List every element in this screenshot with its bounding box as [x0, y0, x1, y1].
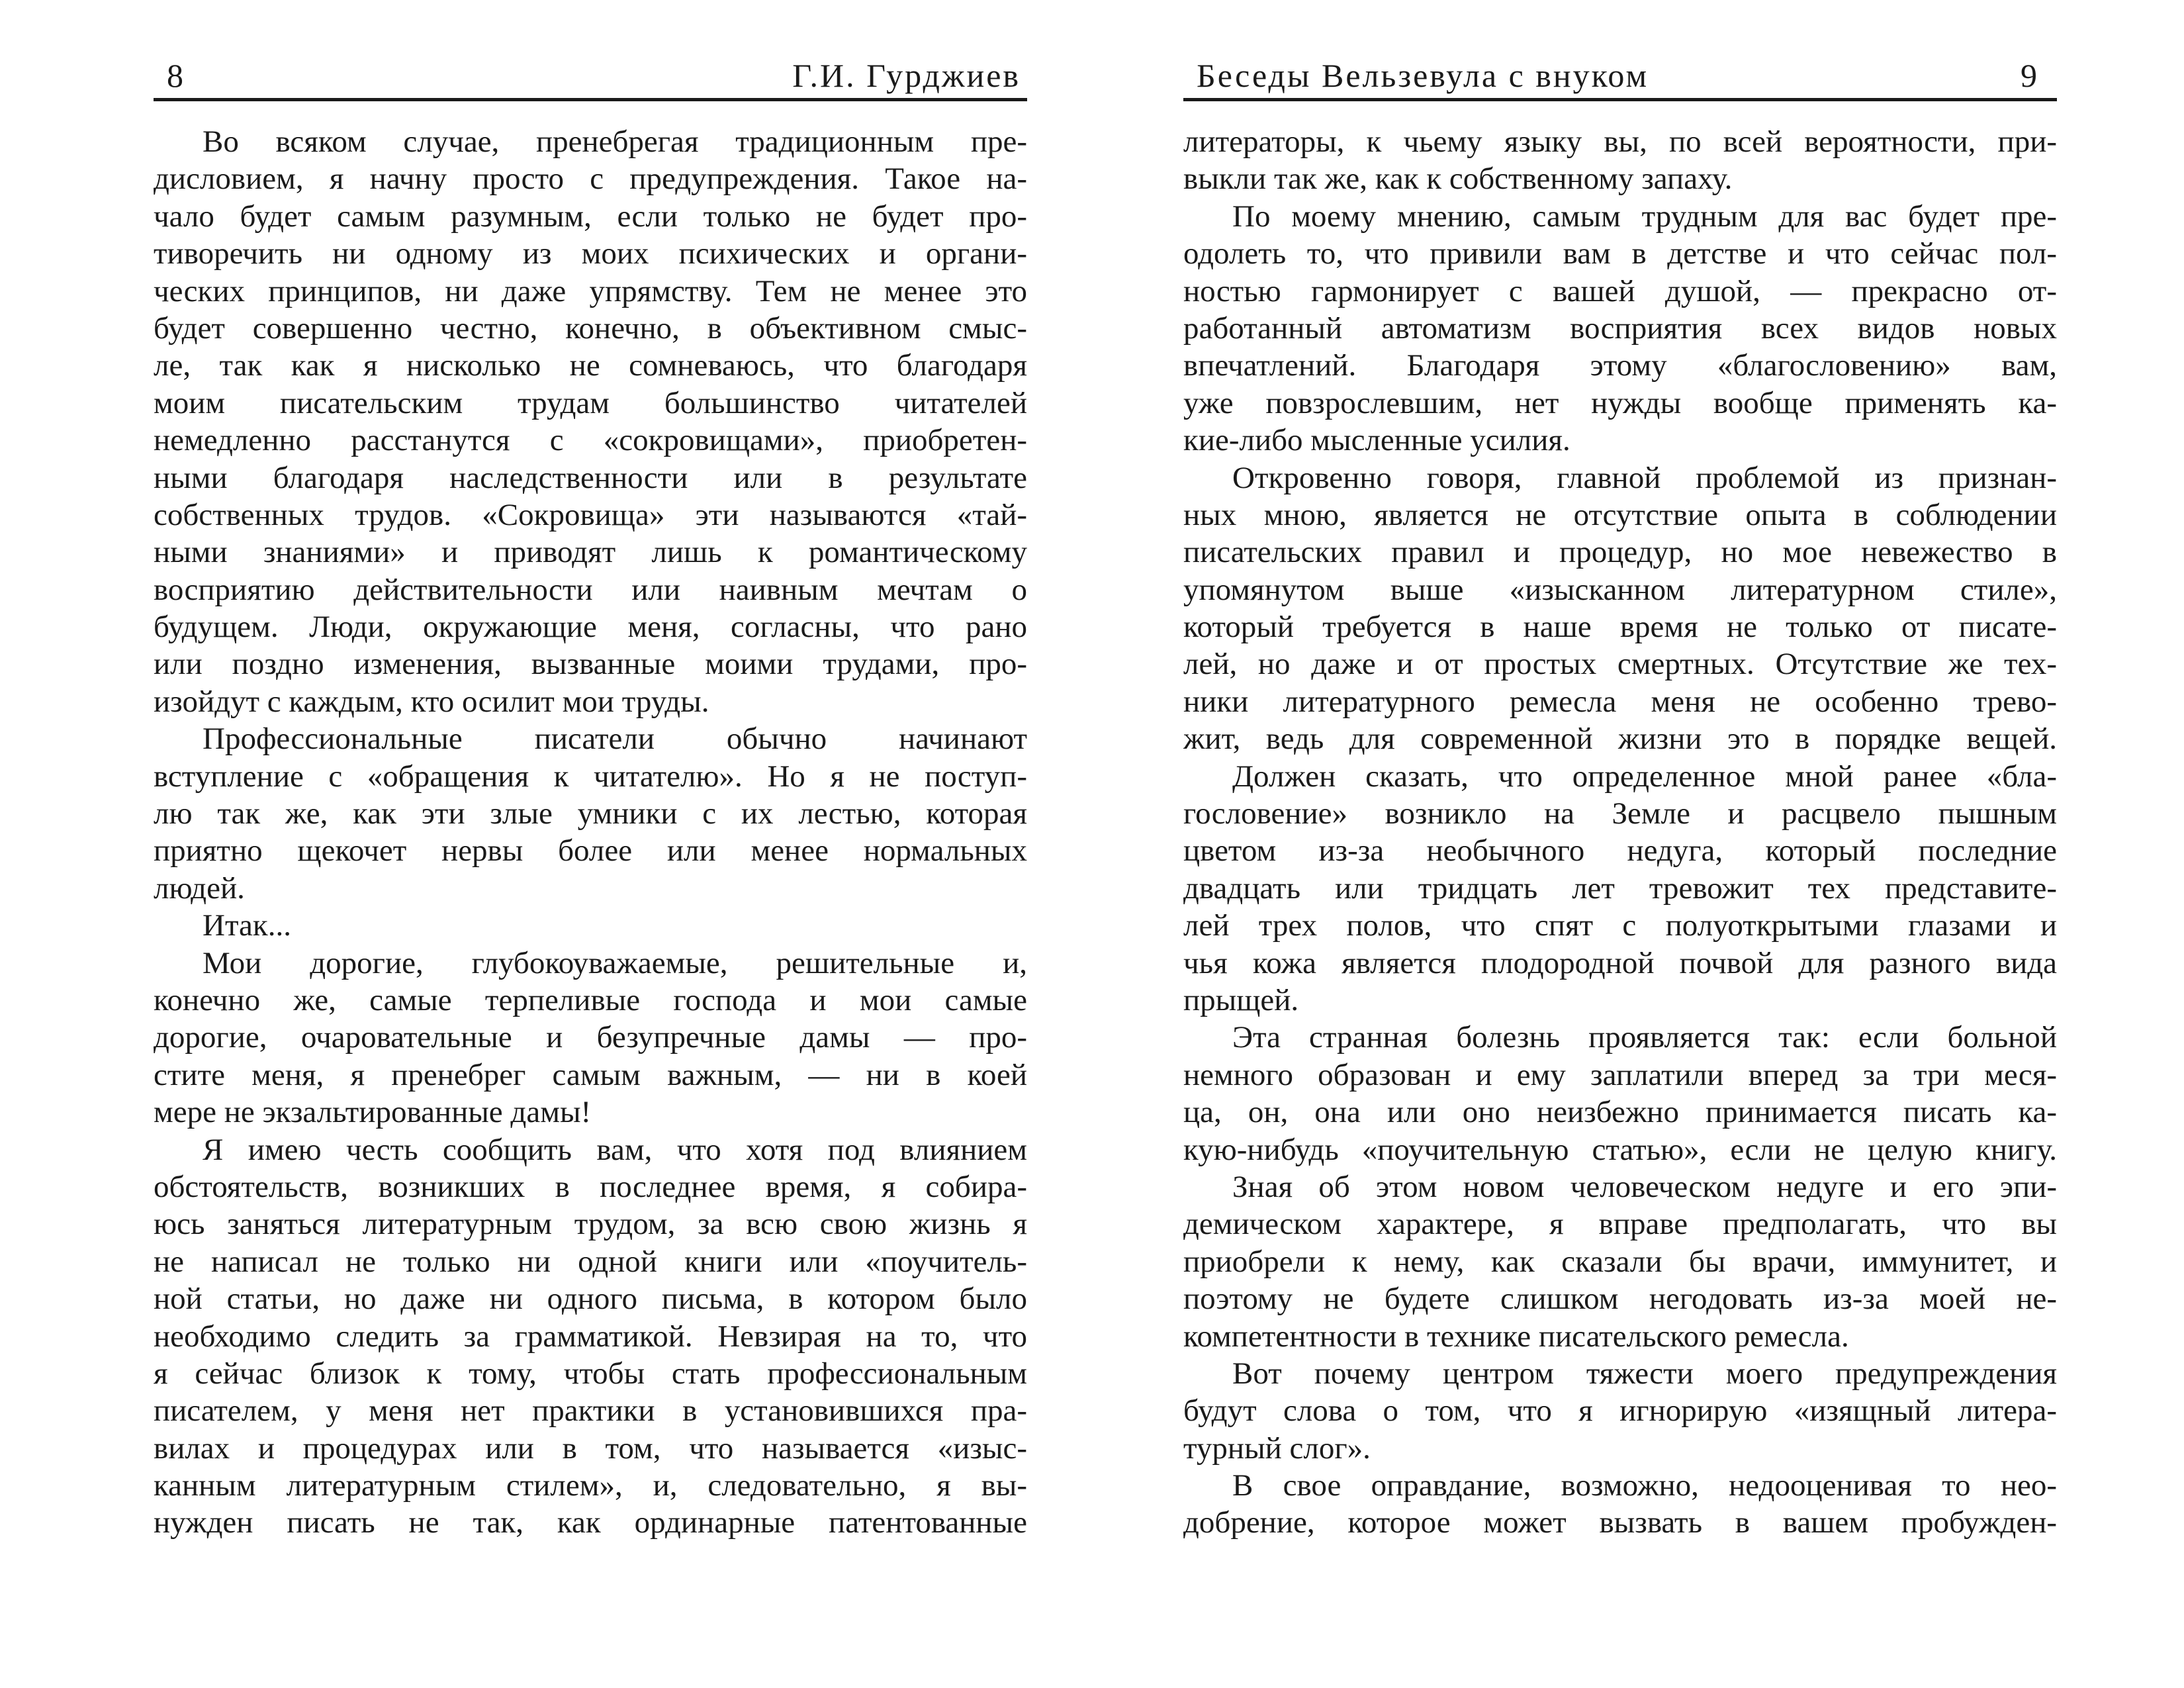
text-line: приобрели к нему, как сказали бы врачи, иммунитет, и	[1183, 1244, 2057, 1279]
text-line: нужден писать не так, как ординарные патентованные	[154, 1505, 1027, 1540]
text-line: Итак...	[203, 908, 292, 943]
text-line: необходимо следить за грамматикой. Невзирая на то, что	[154, 1319, 1027, 1354]
text-line: кие-либо мысленные усилия.	[1183, 423, 1570, 458]
right-page-number: 9	[2021, 57, 2038, 94]
right-body-text	[1183, 123, 2057, 1542]
text-line: лей, но даже и от простых смертных. Отсутствие же тех-	[1183, 647, 2057, 682]
text-line: моим писательским трудам большинство читателей	[154, 385, 1027, 420]
text-line: изойдут с каждым, кто осилит мои труды.	[154, 684, 709, 719]
text-line: упомянутом выше «изысканном литературном стиле»,	[1183, 572, 2057, 607]
text-line: канным литературным стилем», и, следовательно, я вы-	[154, 1468, 1027, 1503]
text-line: мере не экзальтированные дамы!	[154, 1095, 592, 1130]
text-line: писательских правил и процедур, но мое невежество в	[1183, 535, 2057, 570]
text-line: компетентности в технике писательского ремесла.	[1183, 1319, 1849, 1354]
text-line: немедленно расстанутся с «сокровищами», приобретен-	[154, 423, 1027, 458]
text-line: гословение» возникло на Земле и расцвело пышным	[1183, 796, 2057, 831]
text-line: будущем. Люди, окружающие меня, согласны, что рано	[154, 610, 1027, 645]
book-running-title: Беседы Вельзевула с внуком	[1197, 57, 1649, 94]
text-line: Профессиональные писатели обычно начинают	[203, 722, 1027, 757]
text-line: который требуется в наше время не только от писате-	[1183, 610, 2057, 645]
text-line: собственных трудов. «Сокровища» эти называются «тай-	[154, 497, 1027, 532]
author-running-title: Г.И. Гурджиев	[792, 57, 1021, 94]
text-line: не написал не только ни одной книги или «поучитель-	[154, 1244, 1027, 1279]
text-line: Во всяком случае, пренебрегая традиционным пре-	[203, 124, 1027, 159]
text-line: Эта странная болезнь проявляется так: если больной	[1232, 1020, 2057, 1055]
text-line: В свое оправдание, возможно, недооценивая то нео-	[1232, 1468, 2057, 1503]
text-line: будет совершенно честно, конечно, в объективном смыс-	[154, 310, 1027, 346]
text-line: писателем, у меня нет практики в установившихся пра-	[154, 1393, 1027, 1429]
left-header-rule	[154, 98, 1027, 101]
text-line: ной статьи, но даже ни одного письма, в котором было	[154, 1282, 1027, 1317]
text-line: обстоятельств, возникших в последнее время, я собира-	[154, 1169, 1027, 1204]
text-line: Должен сказать, что определенное мной ранее «бла-	[1232, 759, 2057, 794]
text-line: тиворечить ни одному из моих психических и органи-	[154, 236, 1027, 271]
text-line: демическом характере, я вправе предполагать, что вы	[1183, 1207, 2057, 1242]
text-line: чало будет самым разумным, если только не будет про-	[154, 199, 1027, 234]
text-line: ными знаниями» и приводят лишь к романтическому	[154, 535, 1027, 570]
text-line: прыщей.	[1183, 982, 1299, 1017]
text-line: Зная об этом новом человеческом недуге и его эпи-	[1232, 1169, 2057, 1204]
text-line: немного образован и ему заплатили вперед за три меся-	[1183, 1057, 2057, 1092]
text-line: дорогие, очаровательные и безупречные дамы — про-	[154, 1020, 1027, 1055]
text-line: ле, так как я нисколько не сомневаюсь, что благодаря	[154, 348, 1027, 383]
text-line: Я имею честь сообщить вам, что хотя под влиянием	[203, 1132, 1027, 1167]
text-line: вилах и процедурах или в том, что называется «изыс-	[154, 1430, 1027, 1466]
left-page-number: 8	[167, 57, 185, 94]
text-line: дисловием, я начну просто с предупреждения. Такое на-	[154, 162, 1027, 197]
right-header-rule	[1183, 98, 2057, 101]
right-running-head	[1183, 52, 2057, 99]
text-line: восприятию действительности или наивным мечтам о	[154, 572, 1027, 607]
text-line: ческих принципов, ни даже упрямству. Тем не менее это	[154, 273, 1027, 308]
text-line: или поздно изменения, вызванные моими трудами, про-	[154, 647, 1027, 682]
text-line: Мои дорогие, глубокоуважаемые, решительные и,	[203, 945, 1027, 980]
text-line: уже повзрослевшим, нет нужды вообще применять ка-	[1183, 385, 2057, 420]
text-line: вступление с «обращения к читателю». Но я не поступ-	[154, 759, 1027, 794]
text-line: одолеть то, что привили вам в детстве и что сейчас пол-	[1183, 236, 2057, 271]
text-line: По моему мнению, самым трудным для вас будет пре-	[1232, 199, 2057, 234]
text-line: ных мною, является не отсутствие опыта в соблюдении	[1183, 497, 2057, 532]
text-line: конечно же, самые терпеливые господа и мои самые	[154, 982, 1027, 1017]
text-line: я сейчас близок к тому, чтобы стать профессиональным	[154, 1356, 1027, 1391]
text-line: будут слова о том, что я игнорирую «изящный литера-	[1183, 1393, 2057, 1429]
left-body-text	[154, 123, 1027, 1542]
text-line: литераторы, к чьему языку вы, по всей вероятности, при-	[1183, 124, 2057, 159]
text-line: впечатлений. Благодаря этому «благословению» вам,	[1183, 348, 2057, 383]
text-line: добрение, которое может вызвать в вашем пробужден-	[1183, 1505, 2057, 1540]
text-line: ностью гармонирует с вашей душой, — прекрасно от-	[1183, 273, 2057, 308]
text-line: приятно щекочет нервы более или менее нормальных	[154, 833, 1027, 868]
left-running-head	[154, 52, 1027, 99]
text-line: лю так же, как эти злые умники с их лестью, которая	[154, 796, 1027, 831]
text-line: Откровенно говоря, главной проблемой из признан-	[1232, 460, 2057, 495]
text-line: лей трех полов, что спят с полуоткрытыми глазами и	[1183, 908, 2057, 943]
text-line: чья кожа является плодородной почвой для разного вида	[1183, 945, 2057, 980]
text-line: работанный автоматизм восприятия всех видов новых	[1183, 310, 2057, 346]
text-line: Вот почему центром тяжести моего предупреждения	[1232, 1356, 2057, 1391]
text-line: жит, ведь для современной жизни это в порядке вещей.	[1183, 722, 2057, 757]
text-line: поэтому не будете слишком негодовать из-за моей не-	[1183, 1282, 2057, 1317]
text-line: двадцать или тридцать лет тревожит тех представите-	[1183, 870, 2057, 906]
text-line: ца, он, она или оно неизбежно принимается писать ка-	[1183, 1095, 2057, 1130]
text-line: стите меня, я пренебрег самым важным, — ни в коей	[154, 1057, 1027, 1092]
text-line: ными благодаря наследственности или в результате	[154, 460, 1027, 495]
text-line: выкли так же, как к собственному запаху.	[1183, 162, 1733, 197]
text-line: юсь заняться литературным трудом, за всю свою жизнь я	[154, 1207, 1027, 1242]
text-line: турный слог».	[1183, 1430, 1371, 1466]
text-line: кую-нибудь «поучительную статью», если не целую книгу.	[1183, 1132, 2057, 1167]
text-line: ники литературного ремесла меня не особенно трево-	[1183, 684, 2057, 719]
text-line: цветом из-за необычного недуга, который последние	[1183, 833, 2057, 868]
text-line: людей.	[154, 870, 245, 906]
